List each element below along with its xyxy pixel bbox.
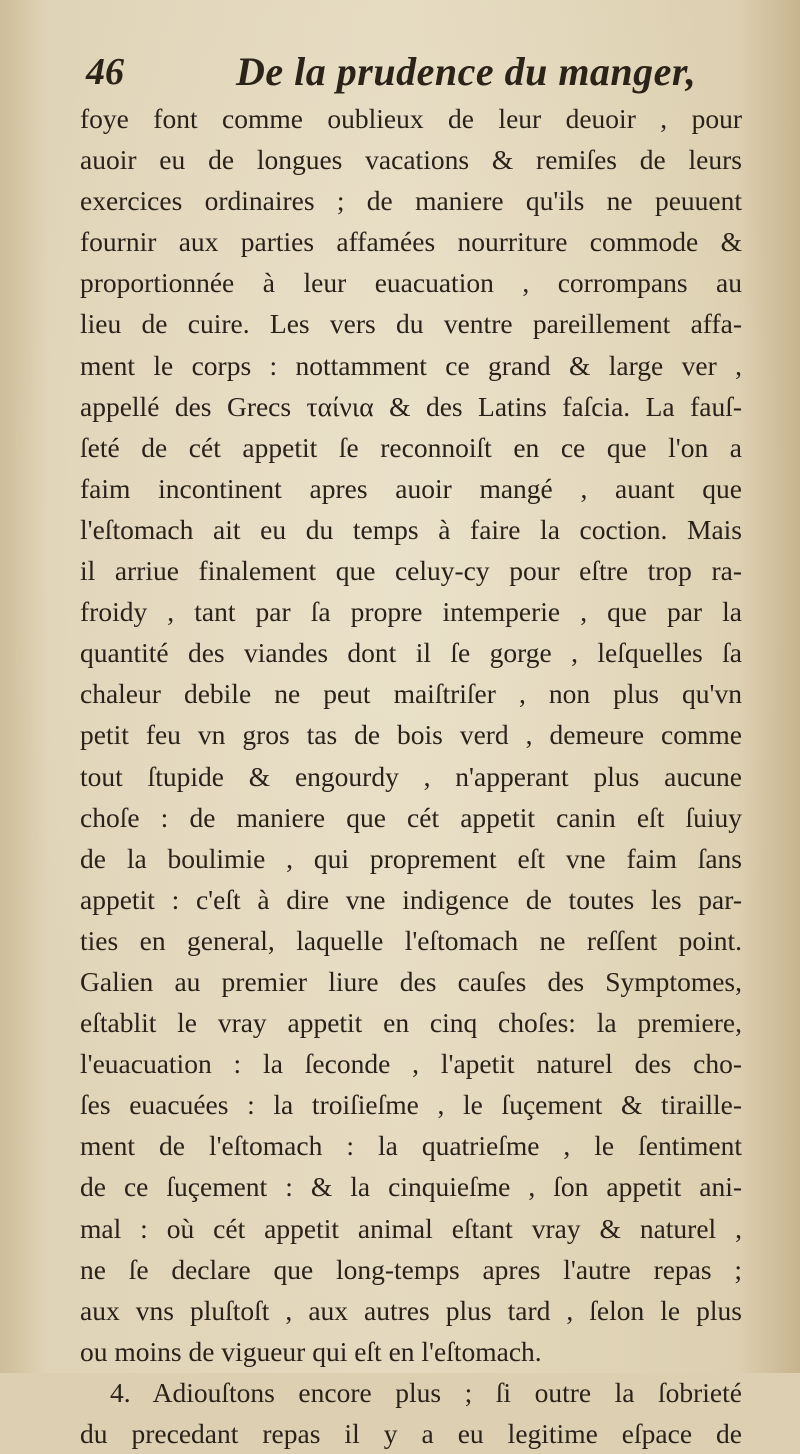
text-line: lieu de cuire. Les vers du ventre pareillement affa- xyxy=(80,308,742,340)
paragraph-start-line: 4. Adiouſtons encore plus ; ſi outre la ſobrieté xyxy=(110,1376,742,1408)
text-line: ou moins de vigueur qui eſt en l'eſtomach. xyxy=(80,1335,542,1367)
text-line: quantité des viandes dont il ſe gorge , leſquelles ſa xyxy=(80,637,742,669)
text-line: foye font comme oublieux de leur deuoir , pour xyxy=(80,103,742,134)
text-line: il arriue finalement que celuy-cy pour eſtre trop ra- xyxy=(80,555,742,587)
page-number: 46 xyxy=(86,51,124,93)
text-line: ne ſe declare que long-temps apres l'autre repas ; xyxy=(80,1253,742,1285)
text-line: de ce ſuçement : & la cinquieſme , ſon appetit ani- xyxy=(80,1171,742,1203)
text-line: auoir eu de longues vacations & remiſes de leurs xyxy=(80,144,742,176)
page-header xyxy=(86,40,697,96)
text-line: exercices ordinaires ; de maniere qu'ils ne peuuent xyxy=(80,185,742,217)
text-line: froidy , tant par ſa propre intemperie , que par la xyxy=(80,596,742,628)
text-line: ment le corps : nottamment ce grand & large ver , xyxy=(80,349,742,381)
text-line: l'eſtomach ait eu du temps à faire la coction. Mais xyxy=(80,513,742,545)
text-line: ties en general, laquelle l'eſtomach ne reſſent point. xyxy=(80,924,742,956)
text-line: de la boulimie , qui proprement eſt vne faim ſans xyxy=(80,842,742,874)
text-line: appetit : c'eſt à dire vne indigence de toutes les par- xyxy=(80,883,742,915)
text-line: faim incontinent apres auoir mangé , auant que xyxy=(80,472,742,504)
text-line: proportionnée à leur euacuation , corrompans au xyxy=(80,267,742,299)
text-line: tout ſtupide & engourdy , n'apperant plus aucune xyxy=(80,760,742,792)
text-line: ſes euacuées : la troiſieſme , le ſuçement & tiraille- xyxy=(80,1089,742,1121)
text-line: mal : où cét appetit animal eſtant vray & naturel , xyxy=(80,1212,742,1244)
running-title: De la prudence du manger, xyxy=(236,49,697,94)
text-line: appellé des Grecs ταίνια & des Latins faſcia. La fauſ- xyxy=(80,390,742,422)
text-line: chaleur debile ne peut maiſtriſer , non plus qu'vn xyxy=(80,678,742,710)
text-line: choſe : de maniere que cét appetit canin eſt ſuiuy xyxy=(80,801,742,833)
text-line: petit feu vn gros tas de bois verd , demeure comme xyxy=(80,719,742,751)
text-line: du precedant repas il y a eu legitime eſpace de xyxy=(80,1418,742,1449)
text-line: fournir aux parties affamées nourriture commode & xyxy=(80,226,742,258)
text-line: Galien au premier liure des cauſes des Symptomes, xyxy=(80,965,742,997)
body-text xyxy=(80,98,742,1454)
text-line: ment de l'eſtomach : la quatrieſme , le ſentiment xyxy=(80,1130,742,1162)
text-line: aux vns pluſtoſt , aux autres plus tard , ſelon le plus xyxy=(80,1294,742,1326)
text-line: l'euacuation : la ſeconde , l'apetit naturel des cho- xyxy=(80,1048,742,1080)
text-line: eſtablit le vray appetit en cinq choſes: la premiere, xyxy=(80,1007,742,1039)
text-line: ſeté de cét appetit ſe reconnoiſt en ce que l'on a xyxy=(80,431,742,463)
